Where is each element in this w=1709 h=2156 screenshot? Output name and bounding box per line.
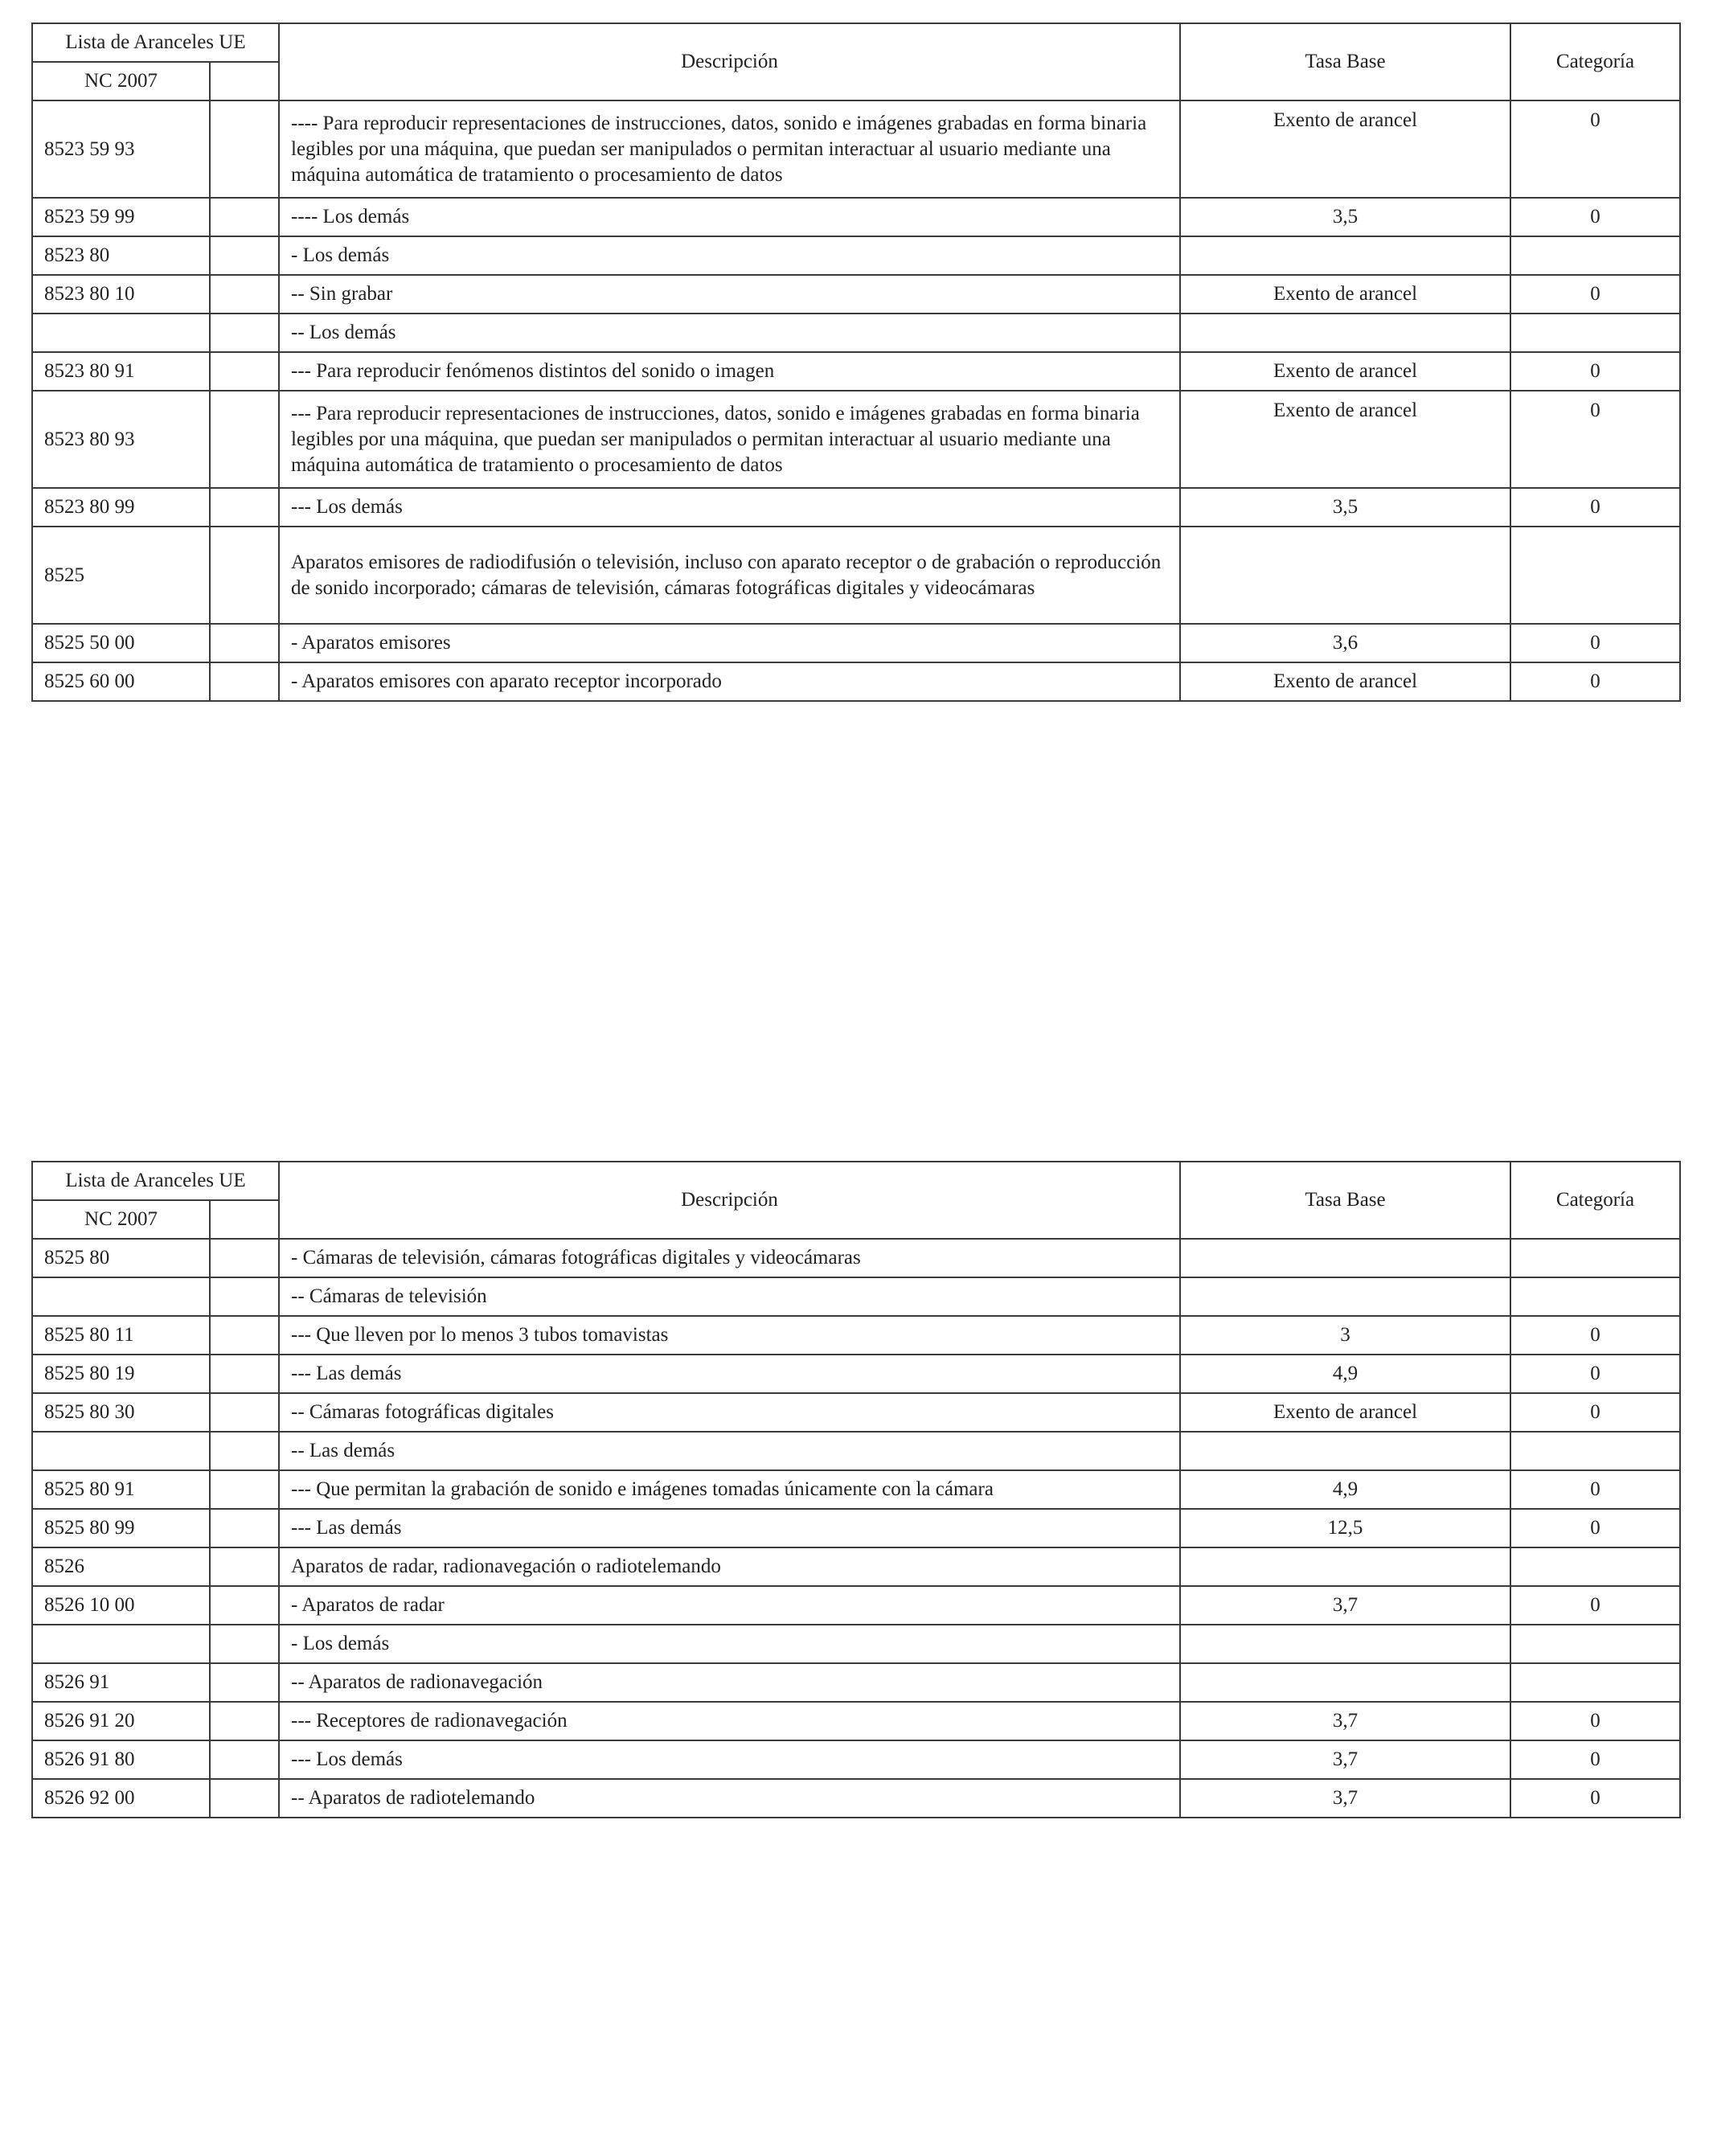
table-row bbox=[32, 1393, 1680, 1432]
blank-cell bbox=[210, 1779, 279, 1818]
description-cell: -- Cámaras fotográficas digitales bbox=[279, 1393, 1180, 1432]
header-category: Categoría bbox=[1510, 1162, 1680, 1239]
code-cell: 8526 10 00 bbox=[32, 1586, 210, 1625]
blank-cell bbox=[210, 1432, 279, 1470]
rate-cell: Exento de arancel bbox=[1180, 100, 1510, 198]
description-cell: --- Las demás bbox=[279, 1355, 1180, 1393]
rate-cell: Exento de arancel bbox=[1180, 352, 1510, 391]
category-cell: 0 bbox=[1510, 1355, 1680, 1393]
category-cell: 0 bbox=[1510, 100, 1680, 198]
table-row bbox=[32, 1625, 1680, 1663]
category-cell bbox=[1510, 527, 1680, 624]
header-description: Descripción bbox=[279, 23, 1180, 100]
rate-cell bbox=[1180, 1277, 1510, 1316]
header-nc-label: NC 2007 bbox=[32, 1200, 210, 1239]
blank-cell bbox=[210, 1509, 279, 1547]
code-cell bbox=[32, 1277, 210, 1316]
code-cell: 8525 60 00 bbox=[32, 662, 210, 701]
table-row bbox=[32, 1702, 1680, 1740]
description-cell: - Los demás bbox=[279, 236, 1180, 275]
blank-cell bbox=[210, 314, 279, 352]
code-cell: 8523 80 91 bbox=[32, 352, 210, 391]
code-cell: 8523 59 99 bbox=[32, 198, 210, 236]
header-nc-label: NC 2007 bbox=[32, 62, 210, 100]
code-cell: 8525 50 00 bbox=[32, 624, 210, 662]
rate-cell bbox=[1180, 1663, 1510, 1702]
rate-cell: 3,7 bbox=[1180, 1740, 1510, 1779]
code-cell bbox=[32, 314, 210, 352]
rate-cell bbox=[1180, 236, 1510, 275]
code-cell: 8525 80 30 bbox=[32, 1393, 210, 1432]
description-cell: -- Los demás bbox=[279, 314, 1180, 352]
header-blank-cell bbox=[210, 62, 279, 100]
table-row bbox=[32, 1509, 1680, 1547]
blank-cell bbox=[210, 662, 279, 701]
blank-cell bbox=[210, 1740, 279, 1779]
table-row bbox=[32, 275, 1680, 314]
table-row bbox=[32, 1277, 1680, 1316]
category-cell bbox=[1510, 1547, 1680, 1586]
table-row bbox=[32, 1547, 1680, 1586]
rate-cell bbox=[1180, 314, 1510, 352]
header-category: Categoría bbox=[1510, 23, 1680, 100]
category-cell: 0 bbox=[1510, 391, 1680, 488]
description-cell: --- Para reproducir fenómenos distintos del sonido o imagen bbox=[279, 352, 1180, 391]
tariff-table-2 bbox=[31, 1161, 1681, 1818]
description-cell: -- Cámaras de televisión bbox=[279, 1277, 1180, 1316]
blank-cell bbox=[210, 1393, 279, 1432]
description-cell: --- Que lleven por lo menos 3 tubos tomavistas bbox=[279, 1316, 1180, 1355]
table-row bbox=[32, 100, 1680, 198]
table-row bbox=[32, 1316, 1680, 1355]
description-cell: --- Las demás bbox=[279, 1509, 1180, 1547]
blank-cell bbox=[210, 100, 279, 198]
header-base-rate: Tasa Base bbox=[1180, 23, 1510, 100]
rate-cell: 4,9 bbox=[1180, 1470, 1510, 1509]
description-cell: --- Los demás bbox=[279, 488, 1180, 527]
table-row bbox=[32, 1740, 1680, 1779]
table-row bbox=[32, 314, 1680, 352]
description-cell: -- Aparatos de radionavegación bbox=[279, 1663, 1180, 1702]
table-row bbox=[32, 1355, 1680, 1393]
table-row bbox=[32, 1239, 1680, 1277]
blank-cell bbox=[210, 1355, 279, 1393]
category-cell: 0 bbox=[1510, 352, 1680, 391]
code-cell: 8525 80 19 bbox=[32, 1355, 210, 1393]
blank-cell bbox=[210, 1663, 279, 1702]
code-cell: 8525 80 91 bbox=[32, 1470, 210, 1509]
rate-cell: 12,5 bbox=[1180, 1509, 1510, 1547]
table-header-row bbox=[32, 23, 1680, 62]
category-cell: 0 bbox=[1510, 198, 1680, 236]
category-cell: 0 bbox=[1510, 1509, 1680, 1547]
category-cell bbox=[1510, 314, 1680, 352]
table-row bbox=[32, 662, 1680, 701]
category-cell: 0 bbox=[1510, 662, 1680, 701]
description-cell: - Cámaras de televisión, cámaras fotográficas digitales y videocámaras bbox=[279, 1239, 1180, 1277]
table-row bbox=[32, 1470, 1680, 1509]
blank-cell bbox=[210, 1470, 279, 1509]
blank-cell bbox=[210, 1277, 279, 1316]
description-cell: - Aparatos emisores bbox=[279, 624, 1180, 662]
description-cell: --- Que permitan la grabación de sonido e imágenes tomadas únicamente con la cámara bbox=[279, 1470, 1180, 1509]
rate-cell bbox=[1180, 1432, 1510, 1470]
rate-cell bbox=[1180, 1239, 1510, 1277]
header-blank-cell bbox=[210, 1200, 279, 1239]
description-cell: Aparatos de radar, radionavegación o radiotelemando bbox=[279, 1547, 1180, 1586]
code-cell bbox=[32, 1432, 210, 1470]
description-cell: Aparatos emisores de radiodifusión o televisión, incluso con aparato receptor o de grabación o reproducción de sonido incorporado; cámaras de televisión, cámaras fotográficas digitales y videocámaras bbox=[279, 527, 1180, 624]
tariff-table-1 bbox=[31, 23, 1681, 702]
code-cell: 8526 91 bbox=[32, 1663, 210, 1702]
rate-cell: 3 bbox=[1180, 1316, 1510, 1355]
rate-cell: 3,5 bbox=[1180, 488, 1510, 527]
blank-cell bbox=[210, 1586, 279, 1625]
category-cell: 0 bbox=[1510, 488, 1680, 527]
table-header-row bbox=[32, 1162, 1680, 1200]
category-cell bbox=[1510, 1277, 1680, 1316]
rate-cell bbox=[1180, 527, 1510, 624]
header-list-label: Lista de Aranceles UE bbox=[32, 23, 279, 62]
category-cell bbox=[1510, 1625, 1680, 1663]
header-base-rate: Tasa Base bbox=[1180, 1162, 1510, 1239]
description-cell: --- Los demás bbox=[279, 1740, 1180, 1779]
code-cell: 8523 80 99 bbox=[32, 488, 210, 527]
table-row bbox=[32, 352, 1680, 391]
blank-cell bbox=[210, 1316, 279, 1355]
code-cell: 8523 80 93 bbox=[32, 391, 210, 488]
category-cell: 0 bbox=[1510, 1393, 1680, 1432]
code-cell: 8526 91 80 bbox=[32, 1740, 210, 1779]
table-row bbox=[32, 624, 1680, 662]
blank-cell bbox=[210, 1547, 279, 1586]
category-cell: 0 bbox=[1510, 1740, 1680, 1779]
blank-cell bbox=[210, 1625, 279, 1663]
blank-cell bbox=[210, 1239, 279, 1277]
blank-cell bbox=[210, 352, 279, 391]
description-cell: - Aparatos de radar bbox=[279, 1586, 1180, 1625]
description-cell: -- Las demás bbox=[279, 1432, 1180, 1470]
rate-cell: Exento de arancel bbox=[1180, 662, 1510, 701]
rate-cell bbox=[1180, 1625, 1510, 1663]
category-cell bbox=[1510, 1239, 1680, 1277]
blank-cell bbox=[210, 391, 279, 488]
code-cell: 8525 80 11 bbox=[32, 1316, 210, 1355]
blank-cell bbox=[210, 198, 279, 236]
category-cell bbox=[1510, 236, 1680, 275]
code-cell bbox=[32, 1625, 210, 1663]
header-description: Descripción bbox=[279, 1162, 1180, 1239]
category-cell: 0 bbox=[1510, 1316, 1680, 1355]
rate-cell: Exento de arancel bbox=[1180, 275, 1510, 314]
table-row bbox=[32, 527, 1680, 624]
rate-cell: 3,7 bbox=[1180, 1702, 1510, 1740]
category-cell: 0 bbox=[1510, 275, 1680, 314]
table-row bbox=[32, 236, 1680, 275]
rate-cell: 3,7 bbox=[1180, 1586, 1510, 1625]
description-cell: - Aparatos emisores con aparato receptor incorporado bbox=[279, 662, 1180, 701]
category-cell bbox=[1510, 1432, 1680, 1470]
description-cell: --- Receptores de radionavegación bbox=[279, 1702, 1180, 1740]
code-cell: 8523 80 bbox=[32, 236, 210, 275]
table-row bbox=[32, 488, 1680, 527]
rate-cell bbox=[1180, 1547, 1510, 1586]
description-cell: ---- Los demás bbox=[279, 198, 1180, 236]
blank-cell bbox=[210, 275, 279, 314]
category-cell: 0 bbox=[1510, 624, 1680, 662]
description-cell: -- Sin grabar bbox=[279, 275, 1180, 314]
category-cell bbox=[1510, 1663, 1680, 1702]
category-cell: 0 bbox=[1510, 1702, 1680, 1740]
header-list-label: Lista de Aranceles UE bbox=[32, 1162, 279, 1200]
description-cell: - Los demás bbox=[279, 1625, 1180, 1663]
category-cell: 0 bbox=[1510, 1779, 1680, 1818]
code-cell: 8525 80 bbox=[32, 1239, 210, 1277]
blank-cell bbox=[210, 624, 279, 662]
table-row bbox=[32, 1586, 1680, 1625]
code-cell: 8525 80 99 bbox=[32, 1509, 210, 1547]
code-cell: 8523 59 93 bbox=[32, 100, 210, 198]
code-cell: 8526 91 20 bbox=[32, 1702, 210, 1740]
table-row bbox=[32, 1779, 1680, 1818]
rate-cell: 4,9 bbox=[1180, 1355, 1510, 1393]
table-row bbox=[32, 1663, 1680, 1702]
rate-cell: Exento de arancel bbox=[1180, 1393, 1510, 1432]
code-cell: 8523 80 10 bbox=[32, 275, 210, 314]
table-row bbox=[32, 198, 1680, 236]
code-cell: 8525 bbox=[32, 527, 210, 624]
rate-cell: 3,5 bbox=[1180, 198, 1510, 236]
description-cell: -- Aparatos de radiotelemando bbox=[279, 1779, 1180, 1818]
description-cell: --- Para reproducir representaciones de instrucciones, datos, sonido e imágenes grabadas en forma binaria legibles por una máquina, que puedan ser manipulados o permitan interactuar al usuario mediante una máquina automática de tratamiento o procesamiento de datos bbox=[279, 391, 1180, 488]
table-row bbox=[32, 391, 1680, 488]
blank-cell bbox=[210, 1702, 279, 1740]
category-cell: 0 bbox=[1510, 1470, 1680, 1509]
blank-cell bbox=[210, 236, 279, 275]
category-cell: 0 bbox=[1510, 1586, 1680, 1625]
rate-cell: 3,7 bbox=[1180, 1779, 1510, 1818]
description-cell: ---- Para reproducir representaciones de instrucciones, datos, sonido e imágenes grabadas en forma binaria legibles por una máquina, que puedan ser manipulados o permitan interactuar al usuario mediante una máquina automática de tratamiento o procesamiento de datos bbox=[279, 100, 1180, 198]
rate-cell: Exento de arancel bbox=[1180, 391, 1510, 488]
blank-cell bbox=[210, 488, 279, 527]
code-cell: 8526 92 00 bbox=[32, 1779, 210, 1818]
rate-cell: 3,6 bbox=[1180, 624, 1510, 662]
blank-cell bbox=[210, 527, 279, 624]
table-row bbox=[32, 1432, 1680, 1470]
code-cell: 8526 bbox=[32, 1547, 210, 1586]
